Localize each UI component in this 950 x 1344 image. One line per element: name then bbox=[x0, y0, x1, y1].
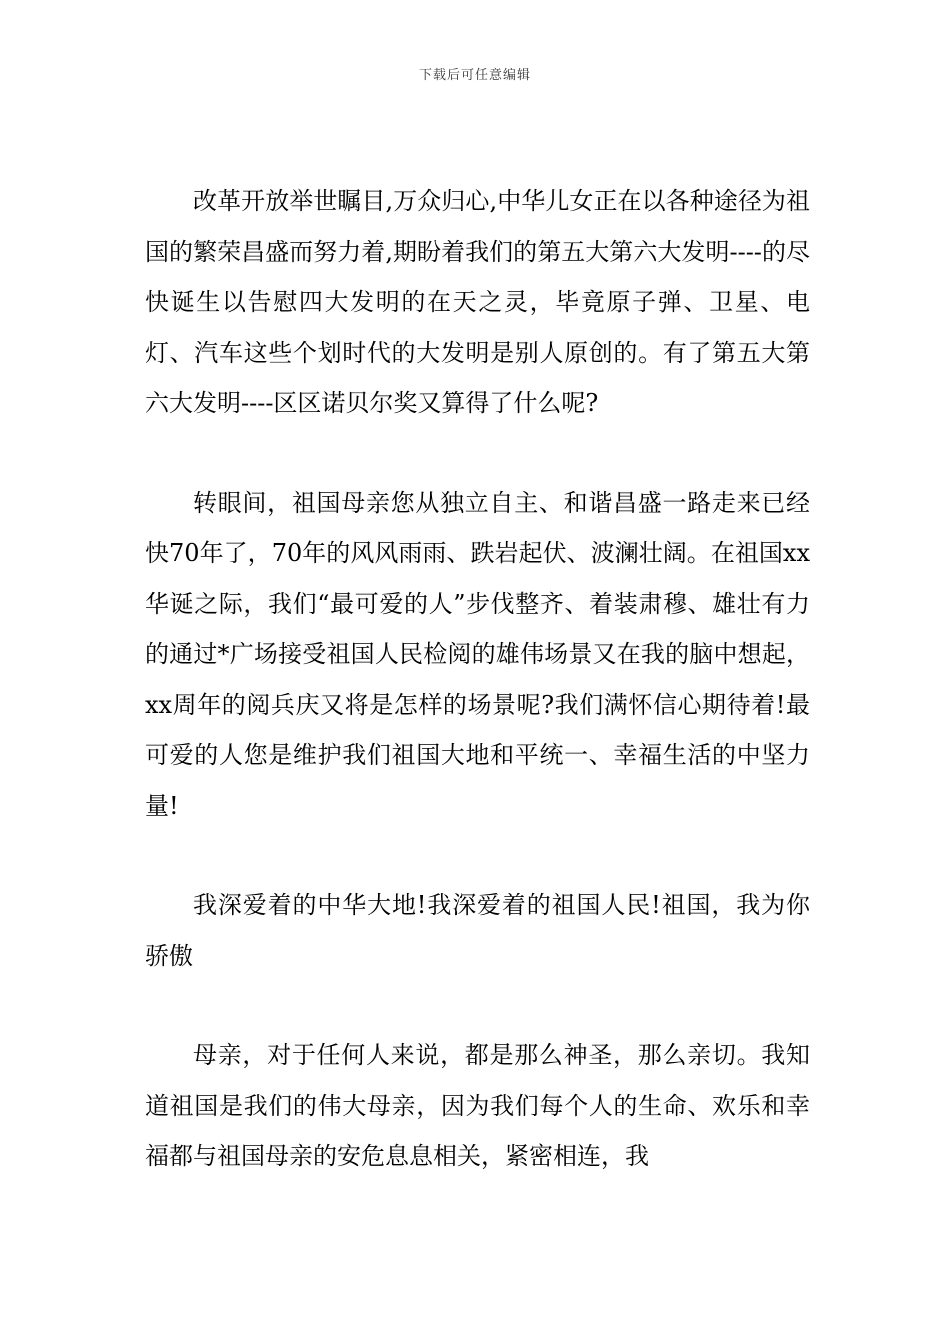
paragraph-reform: 改革开放举世瞩目,万众归心,中华儿女正在以各种途径为祖国的繁荣昌盛而努力着,期盼着我们的第五大第六大发明----的尽快诞生以告慰四大发明的在天之灵，毕竟原子弹、卫星、电灯、汽车这些个划时代的大发明是别人原创的。有了第五大第六大发明----区区诺贝尔奖又算得了什么呢? bbox=[145, 187, 810, 417]
document-body bbox=[145, 176, 810, 1182]
paragraph-pride: 我深爱着的中华大地!我深爱着的祖国人民!祖国，我为你骄傲 bbox=[145, 891, 810, 970]
page-header: 下载后可任意编辑 bbox=[418, 68, 531, 83]
paragraph-mother: 母亲，对于任何人来说，都是那么神圣，那么亲切。我知道祖国是我们的伟大母亲，因为我们每个人的生命、欢乐和幸福都与祖国母亲的安危息息相关，紧密相连，我 bbox=[145, 1041, 810, 1170]
paragraph-motherland: 转眼间，祖国母亲您从独立自主、和谐昌盛一路走来已经快70年了，70年的风风雨雨、跌岩起伏、波澜壮阔。在祖国xx华诞之际，我们“最可爱的人”步伐整齐、着装肃穆、雄壮有力的通过*广场接受祖国人民检阅的雄伟场景又在我的脑中想起，xx周年的阅兵庆又将是怎样的场景呢?我们满怀信心期待着!最可爱的人您是维护我们祖国大地和平统一、幸福生活的中坚力量! bbox=[145, 488, 810, 820]
